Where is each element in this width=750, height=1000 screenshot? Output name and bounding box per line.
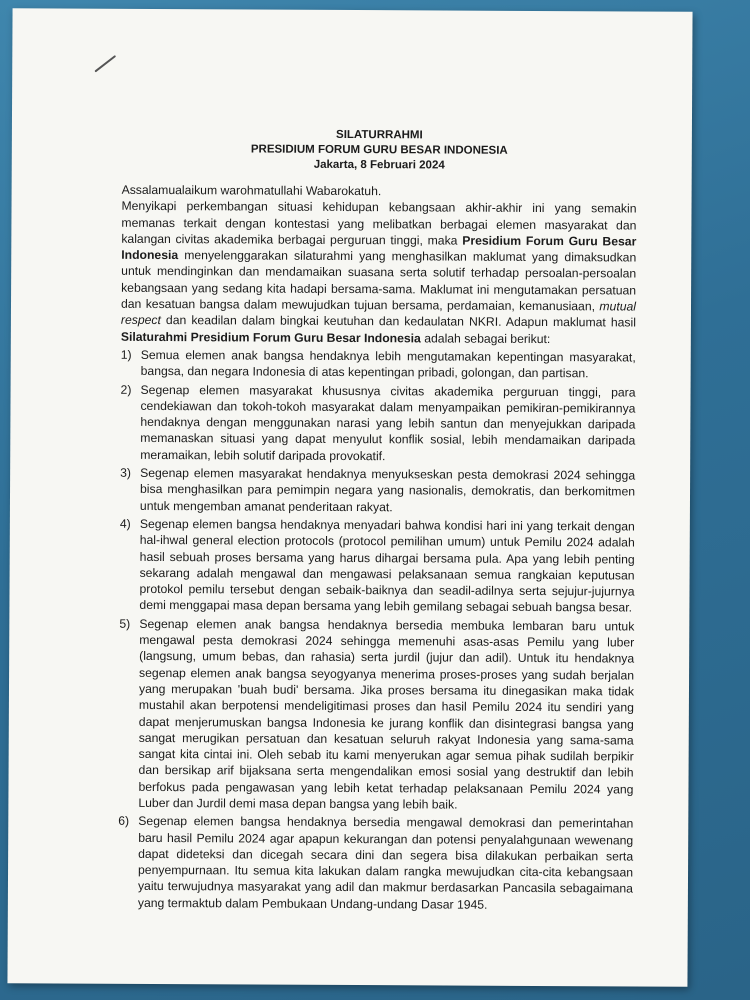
list-item bbox=[120, 381, 635, 465]
list-item bbox=[121, 347, 636, 382]
item-number: 5) bbox=[119, 616, 131, 631]
item-number: 6) bbox=[118, 814, 130, 829]
intro-text-4: adalah sebagai berikut: bbox=[420, 331, 551, 346]
intro-italic: mutual respect bbox=[120, 299, 637, 328]
pen-mark bbox=[94, 55, 116, 72]
intro-text-2: menyelenggarakan silaturahmi yang menghasilkan maklumat yang dimaksudkan untuk mendinginkan dan mendamaikan suasana serta solutif terhadap persoalan-persoalan kebangsaan yang sedang kita hadapi bersama-sama. Maklumat ini mengutamakan persatuan dan kesatuan bangsa dalam mewujudkan tujuan bersama, perdamaian, kemanusiaan, bbox=[120, 248, 637, 314]
greeting: Assalamualaikum warohmatullahi Wabarokatuh. bbox=[121, 182, 382, 199]
item-text: Segenap elemen bangsa hendaknya bersedia mengawal demokrasi dan pemerintahan baru hasil Pemilu 2024 agar apapun kekurangan dan potensi penyalahgunaan wewenang dapat dideteksi dan dicegah secara dini dan segera bisa dilakukan perbaikan serta penyempurnaan. Itu semua kita lakukan dalam rangka mewujudkan cita-cita kebangsaan yaitu terwujudnya masyarakat yang adil dan makmur berdasarkan Pancasila sebagaimana yang termaktub dalam Pembukaan Undang-undang Dasar 1945. bbox=[137, 814, 634, 912]
list-item bbox=[120, 465, 635, 517]
item-number: 3) bbox=[120, 465, 132, 480]
item-text: Segenap elemen masyarakat hendaknya menyukseskan pesta demokrasi 2024 sehingga bisa menghasilkan para pemimpin negara yang nasionalis, demokratis, dan berkomitmen untuk mengemban amanat penderitaan rakyat. bbox=[139, 465, 636, 514]
item-number: 4) bbox=[119, 516, 131, 531]
intro-bold-1: Presidium Forum Guru Besar Indonesia bbox=[121, 233, 637, 263]
item-text: Segenap elemen masyarakat khususnya civitas akademika perguruan tinggi, para cendekiawan dan tokoh-tokoh masyarakat dalam menyampaikan pemikiran-pemikirannya hendaknya dengan menggunakan narasi yang lebih santun dan menyejukkan daripada memanaskan situasi yang dapat menyulut konflik sosial, lebih mendamaikan daripada meramaikan, lebih solutif daripada provokatif. bbox=[140, 382, 636, 463]
intro-text-1: Menyikapi perkembangan situasi kehidupan kebangsaan akhir-akhir ini yang semakin memanas terkait dengan kontestasi yang melibatkan berbagai elemen masyarakat dan kalangan civitas akademika berbagai perguruan tinggi, maka bbox=[121, 199, 637, 248]
item-number: 2) bbox=[120, 382, 132, 397]
intro-text-3: dan keadilan dalam bingkai keutuhan dan kedaulatan NKRI. Adapun maklumat hasil bbox=[160, 313, 636, 330]
list-item bbox=[118, 813, 634, 913]
item-text: Segenap elemen anak bangsa hendaknya bersedia membuka lembaran baru untuk mengawal pesta demokrasi 2024 sehingga memenuhi asas-asas Pemilu yang luber (langsung, umum bebas, dan rahasia) serta jurdil (jujur dan adil). Untuk itu hendaknya segenap elemen anak bangsa seyogyanya menerima proses-proses yang sudah berjalan yang merupakan 'buah budi' bersama. Jika proses bersama itu dinegasikan maka tidak mustahil akan berpotensi mendeligitimasi proses dan hasil Pemilu 2024 itu sendiri yang dapat menjerumuskan bangsa Indonesia ke jurang konflik dan disintegrasi bangsa yang sangat merugikan persatuan dan kesatuan seluruh rakyat Indonesia yang sama-sama sangat kita cintai ini. Oleh sebab itu kami menyerukan agar semua pihak sudilah berpikir dan bersikap arif bijaksana serta mengendalikan emosi sosial yang destruktif dan lebih berfokus pada pengawasan yang lebih ketat terhadap pelaksanaan Pemilu 2024 yang Luber dan Jurdil demi masa depan bangsa yang lebih baik. bbox=[138, 616, 635, 812]
title-line-1: SILATURRAHMI bbox=[336, 128, 423, 142]
title-line-2: PRESIDIUM FORUM GURU BESAR INDONESIA bbox=[250, 143, 508, 157]
item-text: Segenap elemen bangsa hendaknya menyadari bahwa kondisi hari ini yang terkait dengan hal-ihwal general election protocols (protocol pemilihan umum) untuk Pemilu 2024 adalah hasil sebuah proses bersama yang harus dihargai bersama pula. Apa yang lebih penting sekarang adalah mengawal dan mengawasi pelaksanaan semua rangkaian keputusan protokol pemilu tersebut dengan sebaik-baiknya dan seadil-adilnya serta sejujur-jujurnya demi menggapai masa depan bersama yang lebih gemilang sebagai sebuah bangsa besar. bbox=[139, 516, 635, 615]
document-heading bbox=[122, 127, 637, 175]
list-item bbox=[118, 616, 634, 814]
intro-bold-2: Silaturahmi Presidium Forum Guru Besar Indonesia bbox=[120, 329, 421, 346]
intro-paragraph bbox=[121, 198, 637, 347]
item-number: 1) bbox=[120, 347, 132, 362]
list-item bbox=[119, 516, 635, 616]
document-body bbox=[118, 127, 637, 914]
paper-sheet bbox=[7, 8, 692, 987]
place-date: Jakarta, 8 Februari 2024 bbox=[313, 158, 445, 172]
item-text: Semua elemen anak bangsa hendaknya lebih mengutamakan kepentingan masyarakat, bangsa, dan negara Indonesia di atas kepentingan pribadi, golongan, dan partisan. bbox=[140, 347, 636, 381]
